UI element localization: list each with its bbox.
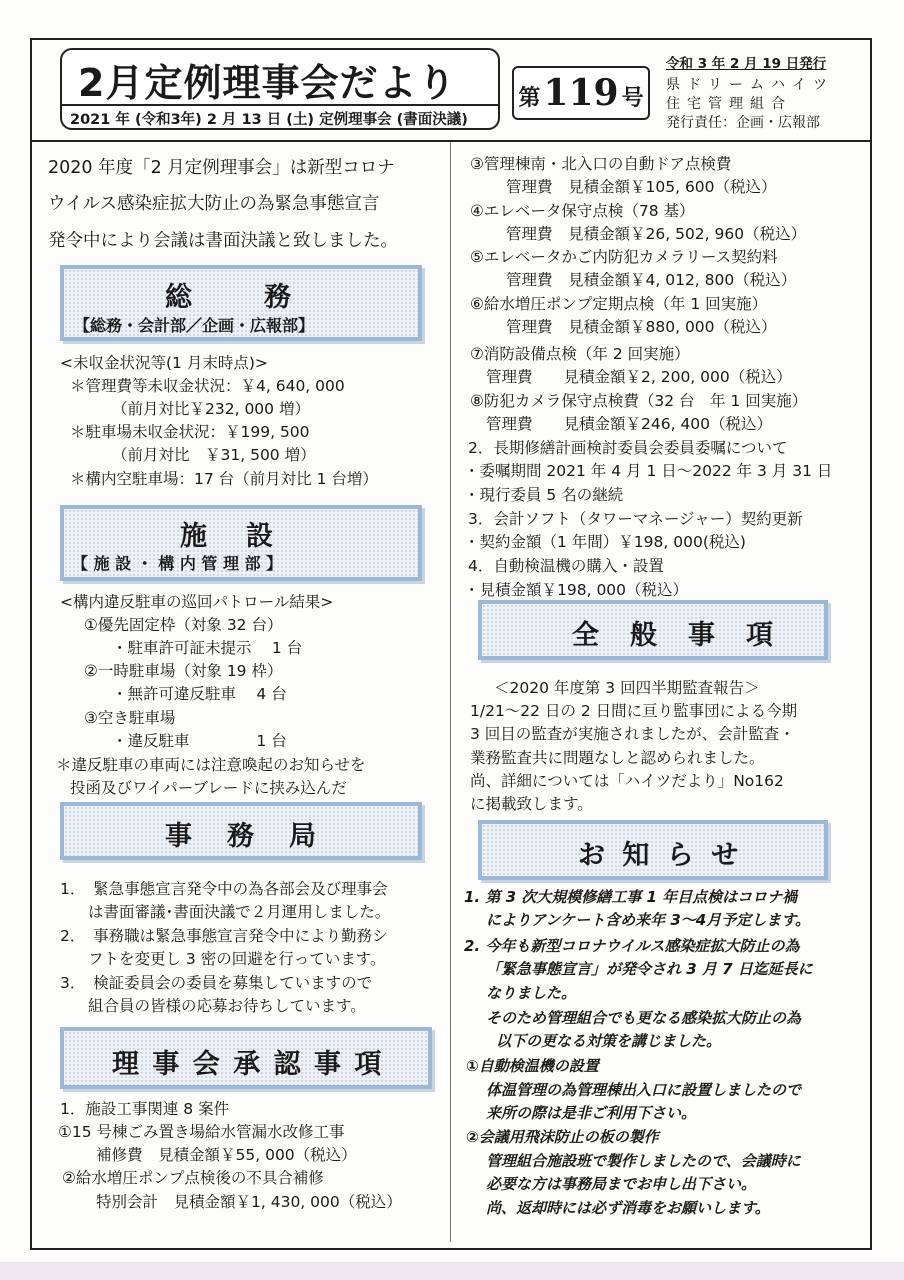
approval-item: ・契約金額（1 年間）￥198, 000(税込) [464,533,746,551]
approval-item: 管理費 見積金額￥4, 012, 800（税込） [506,271,797,289]
approval-item: ⑤エレベータかご内防犯カメラリース契約料 [470,248,778,266]
publish-date: 令和 3 年 2 月 19 日発行 [666,56,827,72]
bottom-edge [0,1262,904,1280]
shisetsu-line: ①優先固定枠（対象 32 台） [84,616,283,634]
notice-line: 「緊急事態宣言」が発令され 3 月 7 日迄延長に [486,960,813,978]
jimukyoku-line: 1． 緊急事態宣言発令中の為各部会及び理事会 [60,880,388,898]
notice-line: そのため管理組合でも更なる感染拡大防止の為 [486,1009,802,1027]
shisetsu-line: ②一時駐車場（対象 19 枠） [84,662,283,680]
soumu-line: <未収金状況等(1 月末時点)> [60,354,268,372]
zenpan-line: 業務監査共に問題なしと認められました。 [470,749,765,767]
notice-line: ②会議用飛沫防止の板の製作 [466,1128,659,1146]
jimukyoku-line: は書面審議･書面決議で２月運用しました。 [88,903,391,921]
shisetsu-subtitle: 【 施 設 ・ 構 内 管 理 部 】 [72,554,283,573]
soumu-line: ＊管理費等未収金状況：￥4, 640, 000 [70,377,345,395]
approval-item: ③管理棟南・北入口の自動ドア点検費 [470,155,732,173]
shounin-line: ②給水増圧ポンプ点検後の不具合補修 [62,1169,324,1187]
soumu-line: （前月対比￥232, 000 増） [112,400,310,418]
jimukyoku-title: 事 務 局 [165,821,320,852]
approval-item: ④エレベータ保守点検（78 基） [470,202,695,220]
jimukyoku-line: 2． 事務職は緊急事態宣言発令中により勤務シ [60,927,388,945]
zenpan-line: に掲載致します。 [470,795,593,813]
zenpan-line: ＜2020 年度第 3 回四半期監査報告＞ [494,679,760,697]
issue-number: 119 [543,72,619,114]
notice-line: 管理組合施設班で製作しましたので、会議時に [486,1152,801,1170]
approval-item: ⑥給水増圧ポンプ定期点検（年 1 回実施） [470,295,768,313]
issue-suffix: 号 [621,86,644,111]
intro-line: 発令中により会議は書面決議と致しました。 [48,231,398,251]
notice-line: 1. 第 3 次大規模修繕工事 1 年目点検はコロナ禍 [464,888,798,906]
approval-item: ⑦消防設備点検（年 2 回実施） [470,345,690,363]
notice-line: なりました。 [486,984,577,1002]
approval-item: ・委嘱期間 2021 年 4 月 1 日～2022 年 3 月 31 日 [464,462,833,480]
approval-item: ・見積金額￥198, 000（税込） [464,581,689,599]
approval-item: 管理費 見積金額￥880, 000（税込） [506,318,777,336]
shisetsu-line: ・無許可違反駐車 4 台 [112,685,287,703]
meeting-subtitle: 2021 年 (令和3年) 2 月 13 日 (土) 定例理事会 (書面決議) [70,112,468,128]
jimukyoku-line: フトを変更し 3 密の回避を行っています。 [88,950,386,968]
newsletter-title: 2月定例理事会だより [78,61,457,105]
intro-line: ウイルス感染症拡大防止の為緊急事態宣言 [48,194,380,214]
notice-line: 来所の際は是非ご利用下さい。 [486,1104,697,1122]
shounin-line: 特別会計 見積金額￥1, 430, 000（税込） [96,1193,402,1211]
notice-line: ①自動検温機の設置 [466,1057,599,1075]
column-divider [450,142,451,1242]
notice-line: 2. 今年も新型コロナウイルス感染症拡大防止の為 [464,937,800,955]
approval-item: 管理費 見積金額￥105, 600（税込） [506,178,777,196]
notice-line: 必要な方は事務局までお申し出下さい。 [486,1175,757,1193]
soumu-line: （前月対比 ￥31, 500 増） [112,446,316,464]
issue-prefix: 第 [518,86,541,111]
shisetsu-line: ・駐車許可証未提示 1 台 [112,639,303,657]
jimukyoku-line: 3． 検証委員会の委員を募集していますので [60,974,373,992]
approval-item: 管理費 見積金額￥246, 400（税込） [486,415,773,433]
approval-item: 3．会計ソフト（タワーマネージャー）契約更新 [468,510,803,528]
shounin-title: 理 事 会 承 認 事 項 [112,1049,384,1080]
shisetsu-line: 投函及びワイパーブレードに挟み込んだ [70,779,347,797]
approval-item: 4．自動検温機の購入・設置 [468,557,664,575]
notice-line: 尚、返却時には必ず消毒をお願いします。 [486,1199,770,1217]
shisetsu-line: <構内違反駐車の巡回パトロール結果> [60,593,334,611]
header-divider [30,140,872,142]
shounin-line: 1．施設工事関連 8 案件 [60,1100,230,1118]
notice-line: 体温管理の為管理棟出入口に設置しましたので [486,1081,802,1099]
approval-item: 2．長期修繕計画検討委員会委員委嘱について [468,439,788,457]
shisetsu-title: 施 設 [180,521,279,552]
org-responsible: 発行責任：企画・広報部 [666,115,820,131]
shisetsu-line: ・違反駐車 1 台 [112,732,287,750]
soumu-line: ＊構内空駐車場：17 台（前月対比 1 台増） [70,470,378,488]
notice-line: によりアンケート含め来年 3～4月予定します。 [486,911,810,929]
approval-item: ・現行委員 5 名の継続 [464,486,624,504]
soumu-subtitle: 【総務・会計部／企画・広報部】 [74,316,315,335]
zenpan-line: 尚、詳細については「ハイツだより」No162 [470,772,784,790]
publisher-info [666,76,866,133]
soumu-title: 総 務 [165,282,297,313]
org-union: 住宅管理組合 [666,96,792,112]
zenpan-line: 3 回目の監査が実施されましたが、会計監査・ [470,725,795,743]
approval-item: 管理費 見積金額￥2, 200, 000（税込） [486,368,792,386]
shisetsu-line: ＊違反駐車の車両には注意喚起のお知らせを [56,756,366,774]
approval-item: ⑧防犯カメラ保守点検費（32 台 年 1 回実施） [470,392,808,410]
intro-line: 2020 年度「2 月定例理事会」は新型コロナ [48,158,395,178]
jimukyoku-line: 組合員の皆様の応募お待ちしています。 [88,997,366,1015]
title-divider [60,104,500,106]
oshirase-title: お 知 ら せ [578,840,743,871]
issue-number-box [512,66,650,120]
soumu-line: ＊駐車場未収金状況：￥199, 500 [70,423,310,441]
zenpan-title: 全 般 事 項 [572,620,775,651]
notice-line: 以下の更なる対策を講じました。 [496,1032,722,1050]
shounin-line: ①15 号棟ごみ置き場給水管漏水改修工事 [58,1123,345,1141]
zenpan-line: 1/21～22 日の 2 日間に亘り監事団による今期 [470,702,798,720]
approval-item: 管理費 見積金額￥26, 502, 960（税込） [506,225,807,243]
org-name: 県ドリームハイツ [666,77,834,93]
shounin-line: 補修費 見積金額￥55, 000（税込） [96,1146,357,1164]
shisetsu-line: ③空き駐車場 [84,709,176,727]
